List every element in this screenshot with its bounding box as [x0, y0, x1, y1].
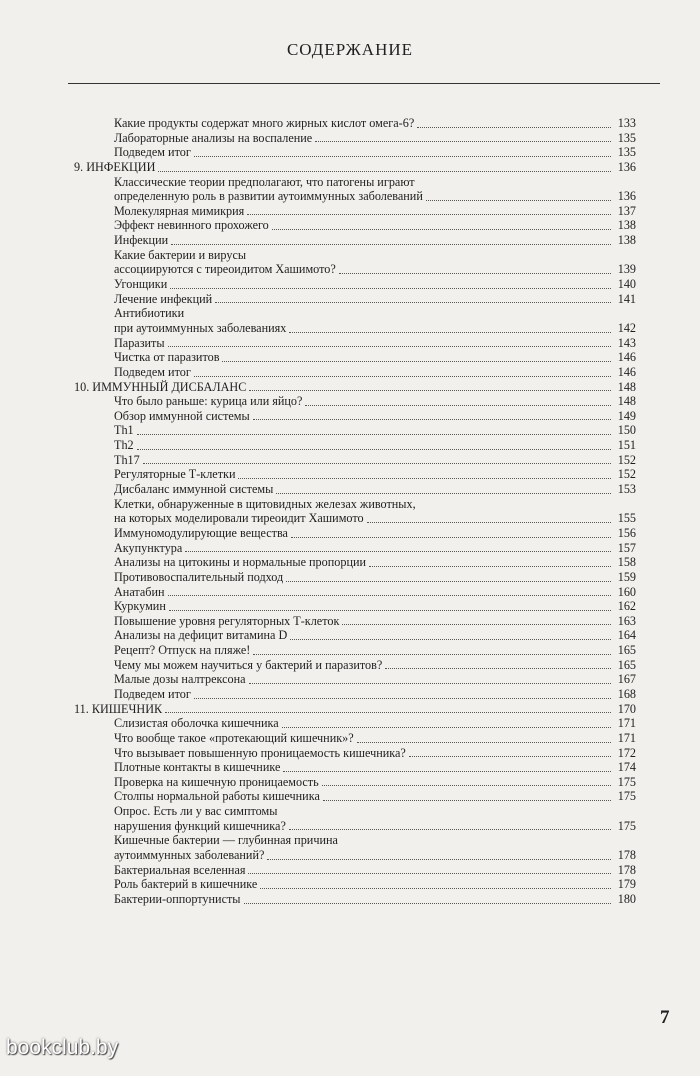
dot-leader — [247, 214, 611, 215]
toc-page-number: 140 — [617, 277, 636, 292]
toc-page-number: 152 — [617, 452, 636, 467]
dot-leader — [248, 873, 611, 874]
toc-entry-title: Молекулярная мимикрия — [114, 203, 245, 218]
toc-entry-title-first-line: Кишечные бактерии — глубинная причина — [114, 833, 338, 848]
toc-page-number: 162 — [617, 599, 636, 614]
dot-leader — [238, 478, 611, 479]
toc-entry-title: Анализы на дефицит витамина D — [114, 628, 288, 643]
toc-entry — [88, 482, 636, 497]
toc-page-number: 165 — [617, 657, 636, 672]
toc-entry — [88, 804, 636, 833]
dot-leader — [137, 434, 611, 435]
toc-page-number: 142 — [617, 320, 636, 335]
dot-leader — [290, 639, 611, 640]
toc-entry — [88, 292, 636, 307]
dot-leader — [267, 859, 611, 860]
toc-entry-title: Th2 — [114, 438, 134, 453]
toc-entry-title: Th1 — [114, 423, 134, 438]
toc-page-number: 137 — [617, 203, 636, 218]
dot-leader — [194, 156, 611, 157]
dot-leader — [282, 727, 611, 728]
toc-entry-title: Эффект невинного прохожего — [114, 218, 269, 233]
toc-entry — [88, 775, 636, 790]
dot-leader — [291, 537, 611, 538]
toc-entry — [88, 833, 636, 862]
toc-entry — [88, 277, 636, 292]
toc-entry — [88, 204, 636, 219]
toc-entry — [88, 746, 636, 761]
toc-entry — [88, 365, 636, 380]
toc-entry — [88, 233, 636, 248]
dot-leader — [222, 361, 611, 362]
toc-page-number: 171 — [617, 716, 636, 731]
toc-entry — [88, 716, 636, 731]
toc-entry — [88, 643, 636, 658]
toc-page-number: 163 — [617, 613, 636, 628]
toc-page-number: 157 — [617, 540, 636, 555]
dot-leader — [342, 624, 611, 625]
toc-entry-title: Малые дозы налтрексона — [114, 672, 246, 687]
toc-page-number: 171 — [617, 730, 636, 745]
page-number: 7 — [660, 1007, 670, 1028]
toc-page-number: 155 — [617, 511, 636, 526]
toc-entry-title: 9. ИНФЕКЦИИ — [74, 159, 156, 174]
toc-entry-title: 10. ИММУННЫЙ ДИСБАЛАНС — [74, 379, 247, 394]
toc-entry-title: Какие продукты содержат много жирных кислот омега-6? — [114, 116, 415, 130]
dot-leader — [253, 654, 611, 655]
toc-entry — [88, 453, 636, 468]
toc-page-number: 141 — [617, 291, 636, 306]
toc-entry-title: 11. КИШЕЧНИК — [74, 701, 163, 716]
toc-entry — [88, 555, 636, 570]
toc-entry — [88, 877, 636, 892]
toc-entry-title: Подведем итог — [114, 145, 191, 160]
dot-leader — [339, 273, 611, 274]
toc-entry — [88, 863, 636, 878]
toc-page-number: 172 — [617, 745, 636, 760]
toc-entry-title-first-line: Опрос. Есть ли у вас симптомы — [114, 804, 278, 819]
watermark: bookclub.by — [6, 1036, 119, 1059]
dot-leader — [322, 785, 611, 786]
toc-entry — [88, 760, 636, 775]
toc-page-number: 174 — [617, 760, 636, 775]
toc-entry-title: ассоциируются с тиреоидитом Хашимото? — [114, 262, 336, 277]
toc-entry — [88, 350, 636, 365]
toc-page-number: 175 — [617, 818, 636, 833]
dot-leader — [283, 771, 611, 772]
toc-entry-title: Противовоспалительный подход — [114, 569, 284, 584]
toc-entry-title: Регуляторные Т-клетки — [114, 467, 236, 482]
toc-entry-title: Повышение уровня регуляторных Т-клеток — [114, 613, 340, 628]
toc-entry — [88, 658, 636, 673]
toc-entry — [88, 467, 636, 482]
toc-entry — [88, 175, 636, 204]
dot-leader — [158, 171, 611, 172]
toc-entry — [88, 116, 636, 131]
toc-page-number: 167 — [617, 672, 636, 687]
title-rule — [68, 83, 660, 84]
toc-page-number: 148 — [617, 379, 636, 394]
toc-entry-title-first-line: Антибиотики — [114, 306, 185, 321]
toc-entry — [88, 731, 636, 746]
dot-leader — [305, 405, 611, 406]
dot-leader — [194, 376, 611, 377]
toc-entry-title: Столпы нормальной работы кишечника — [114, 789, 320, 804]
toc-entry — [88, 497, 636, 526]
toc-page-number: 149 — [617, 408, 636, 423]
toc-entry-title: Чистка от паразитов — [114, 350, 220, 365]
toc-page-number: 135 — [617, 130, 636, 145]
toc-entry-title: Дисбаланс иммунной системы — [114, 482, 274, 497]
toc-page-number: 160 — [617, 584, 636, 599]
dot-leader — [185, 551, 611, 552]
toc-page-number: 146 — [617, 364, 636, 379]
dot-leader — [165, 712, 611, 713]
toc-entry — [88, 570, 636, 585]
dot-leader — [215, 302, 611, 303]
toc-entry — [88, 614, 636, 629]
toc-page-number: 156 — [617, 525, 636, 540]
toc-chapter — [74, 702, 636, 717]
dot-leader — [323, 800, 611, 801]
toc-entry-title: Роль бактерий в кишечнике — [114, 877, 258, 892]
toc-entry-title: определенную роль в развитии аутоиммунных заболеваний — [114, 189, 423, 204]
toc-entry-title: Анализы на цитокины и нормальные пропорции — [114, 555, 367, 570]
dot-leader — [289, 829, 611, 830]
toc-entry-title: Что вызывает повышенную проницаемость кишечника? — [114, 745, 406, 760]
dot-leader — [426, 200, 611, 201]
dot-leader — [367, 522, 611, 523]
toc-entry-title: Инфекции — [114, 233, 169, 248]
toc-page-number: 143 — [617, 335, 636, 350]
toc-entry-title: Подведем итог — [114, 686, 191, 701]
toc-page-number: 165 — [617, 643, 636, 658]
dot-leader — [143, 463, 611, 464]
dot-leader — [315, 141, 611, 142]
toc-entry-title: Обзор иммунной системы — [114, 408, 250, 423]
dot-leader — [168, 595, 611, 596]
dot-leader — [272, 229, 611, 230]
toc-page-number: 152 — [617, 467, 636, 482]
toc-entry-title: нарушения функций кишечника? — [114, 818, 286, 833]
toc-entry-title: Проверка на кишечную проницаемость — [114, 774, 319, 789]
toc-entry — [88, 306, 636, 335]
page-title: СОДЕРЖАНИЕ — [286, 40, 414, 59]
toc-page-number: 168 — [617, 686, 636, 701]
toc-entry-title: Иммуномодулирующие вещества — [114, 525, 288, 540]
toc-page-number: 178 — [617, 862, 636, 877]
dot-leader — [276, 493, 611, 494]
dot-leader — [194, 698, 611, 699]
toc-page-number: 138 — [617, 218, 636, 233]
toc-entry — [88, 687, 636, 702]
toc-page-number: 138 — [617, 233, 636, 248]
toc-entry-title: Анатабин — [114, 584, 165, 599]
toc-entry-title: Паразиты — [114, 335, 165, 350]
toc-page-number: 148 — [617, 394, 636, 409]
dot-leader — [357, 742, 611, 743]
toc-page-number: 175 — [617, 789, 636, 804]
dot-leader — [137, 449, 611, 450]
toc-entry-title-first-line: Клетки, обнаруженные в щитовидных железах животных, — [114, 496, 416, 511]
toc-entry-title: Th17 — [114, 452, 140, 467]
toc-entry-title: Бактериальная вселенная — [114, 862, 246, 877]
toc-entry-title: Акупунктура — [114, 540, 183, 555]
dot-leader — [369, 566, 611, 567]
toc-page-number: 146 — [617, 350, 636, 365]
toc-page-number: 159 — [617, 569, 636, 584]
toc-entry-title: аутоиммунных заболеваний? — [114, 848, 265, 863]
toc-entry-title: при аутоиммунных заболеваниях — [114, 320, 287, 335]
toc-entry — [88, 423, 636, 438]
toc-entry — [88, 789, 636, 804]
toc-page-number: 153 — [617, 482, 636, 497]
toc-entry — [88, 409, 636, 424]
toc-entry-title: Лабораторные анализы на воспаление — [114, 130, 313, 145]
toc-entry — [88, 336, 636, 351]
toc-entry-title: Что было раньше: курица или яйцо? — [114, 394, 303, 409]
dot-leader — [168, 346, 611, 347]
toc-page-number: 136 — [617, 189, 636, 204]
toc-entry — [88, 131, 636, 146]
dot-leader — [171, 244, 611, 245]
toc-page-number: 175 — [617, 774, 636, 789]
toc-page-number: 158 — [617, 555, 636, 570]
toc-page-number: 151 — [617, 438, 636, 453]
toc-entry-title: Бактерии-оппортунисты — [114, 891, 241, 906]
toc-entry — [88, 672, 636, 687]
dot-leader — [249, 683, 611, 684]
toc-entry — [88, 892, 636, 907]
toc-entry-title: Чему мы можем научиться у бактерий и паразитов? — [114, 657, 383, 672]
toc-entry-title: Плотные контакты в кишечнике — [114, 760, 281, 775]
toc-page-number: 133 — [617, 116, 636, 130]
dot-leader — [169, 610, 611, 611]
toc-page-number: 178 — [617, 848, 636, 863]
toc-entry — [88, 526, 636, 541]
toc-entry — [88, 394, 636, 409]
toc-page-number: 180 — [617, 891, 636, 906]
dot-leader — [244, 903, 612, 904]
dot-leader — [286, 581, 611, 582]
toc-chapter — [74, 160, 636, 175]
toc-entry — [88, 218, 636, 233]
toc-entry-title: Слизистая оболочка кишечника — [114, 716, 279, 731]
dot-leader — [170, 288, 611, 289]
toc-entry-title: на которых моделировали тиреоидит Хашимото — [114, 511, 364, 526]
toc-page-number: 136 — [617, 159, 636, 174]
toc-entry — [88, 438, 636, 453]
toc-entry-title: Рецепт? Отпуск на пляже! — [114, 643, 251, 658]
dot-leader — [289, 332, 611, 333]
toc-page-number: 170 — [617, 701, 636, 716]
dot-leader — [249, 390, 611, 391]
dot-leader — [385, 668, 611, 669]
toc-entry-title-first-line: Классические теории предполагают, что патогены играют — [114, 174, 415, 189]
dot-leader — [253, 419, 611, 420]
toc-entry — [88, 585, 636, 600]
toc-page-number: 150 — [617, 423, 636, 438]
toc-entry-title: Подведем итог — [114, 364, 191, 379]
toc-entry-title: Лечение инфекций — [114, 291, 213, 306]
toc-entry-title: Что вообще такое «протекающий кишечник»? — [114, 730, 354, 745]
toc-entry — [88, 145, 636, 160]
toc-entry-title-first-line: Какие бактерии и вирусы — [114, 247, 247, 262]
toc-entry — [88, 599, 636, 614]
toc-chapter — [74, 380, 636, 395]
toc-entry-title: Куркумин — [114, 599, 166, 614]
dot-leader — [409, 756, 611, 757]
toc-page-number: 164 — [617, 628, 636, 643]
toc-entry — [88, 628, 636, 643]
toc-page-number: 179 — [617, 877, 636, 892]
toc-entry-title: Угонщики — [114, 277, 168, 292]
dot-leader — [417, 127, 611, 128]
toc-page-number: 139 — [617, 262, 636, 277]
toc-page-number: 135 — [617, 145, 636, 160]
table-of-contents — [74, 116, 636, 907]
toc-entry — [88, 541, 636, 556]
dot-leader — [260, 888, 611, 889]
toc-entry — [88, 248, 636, 277]
